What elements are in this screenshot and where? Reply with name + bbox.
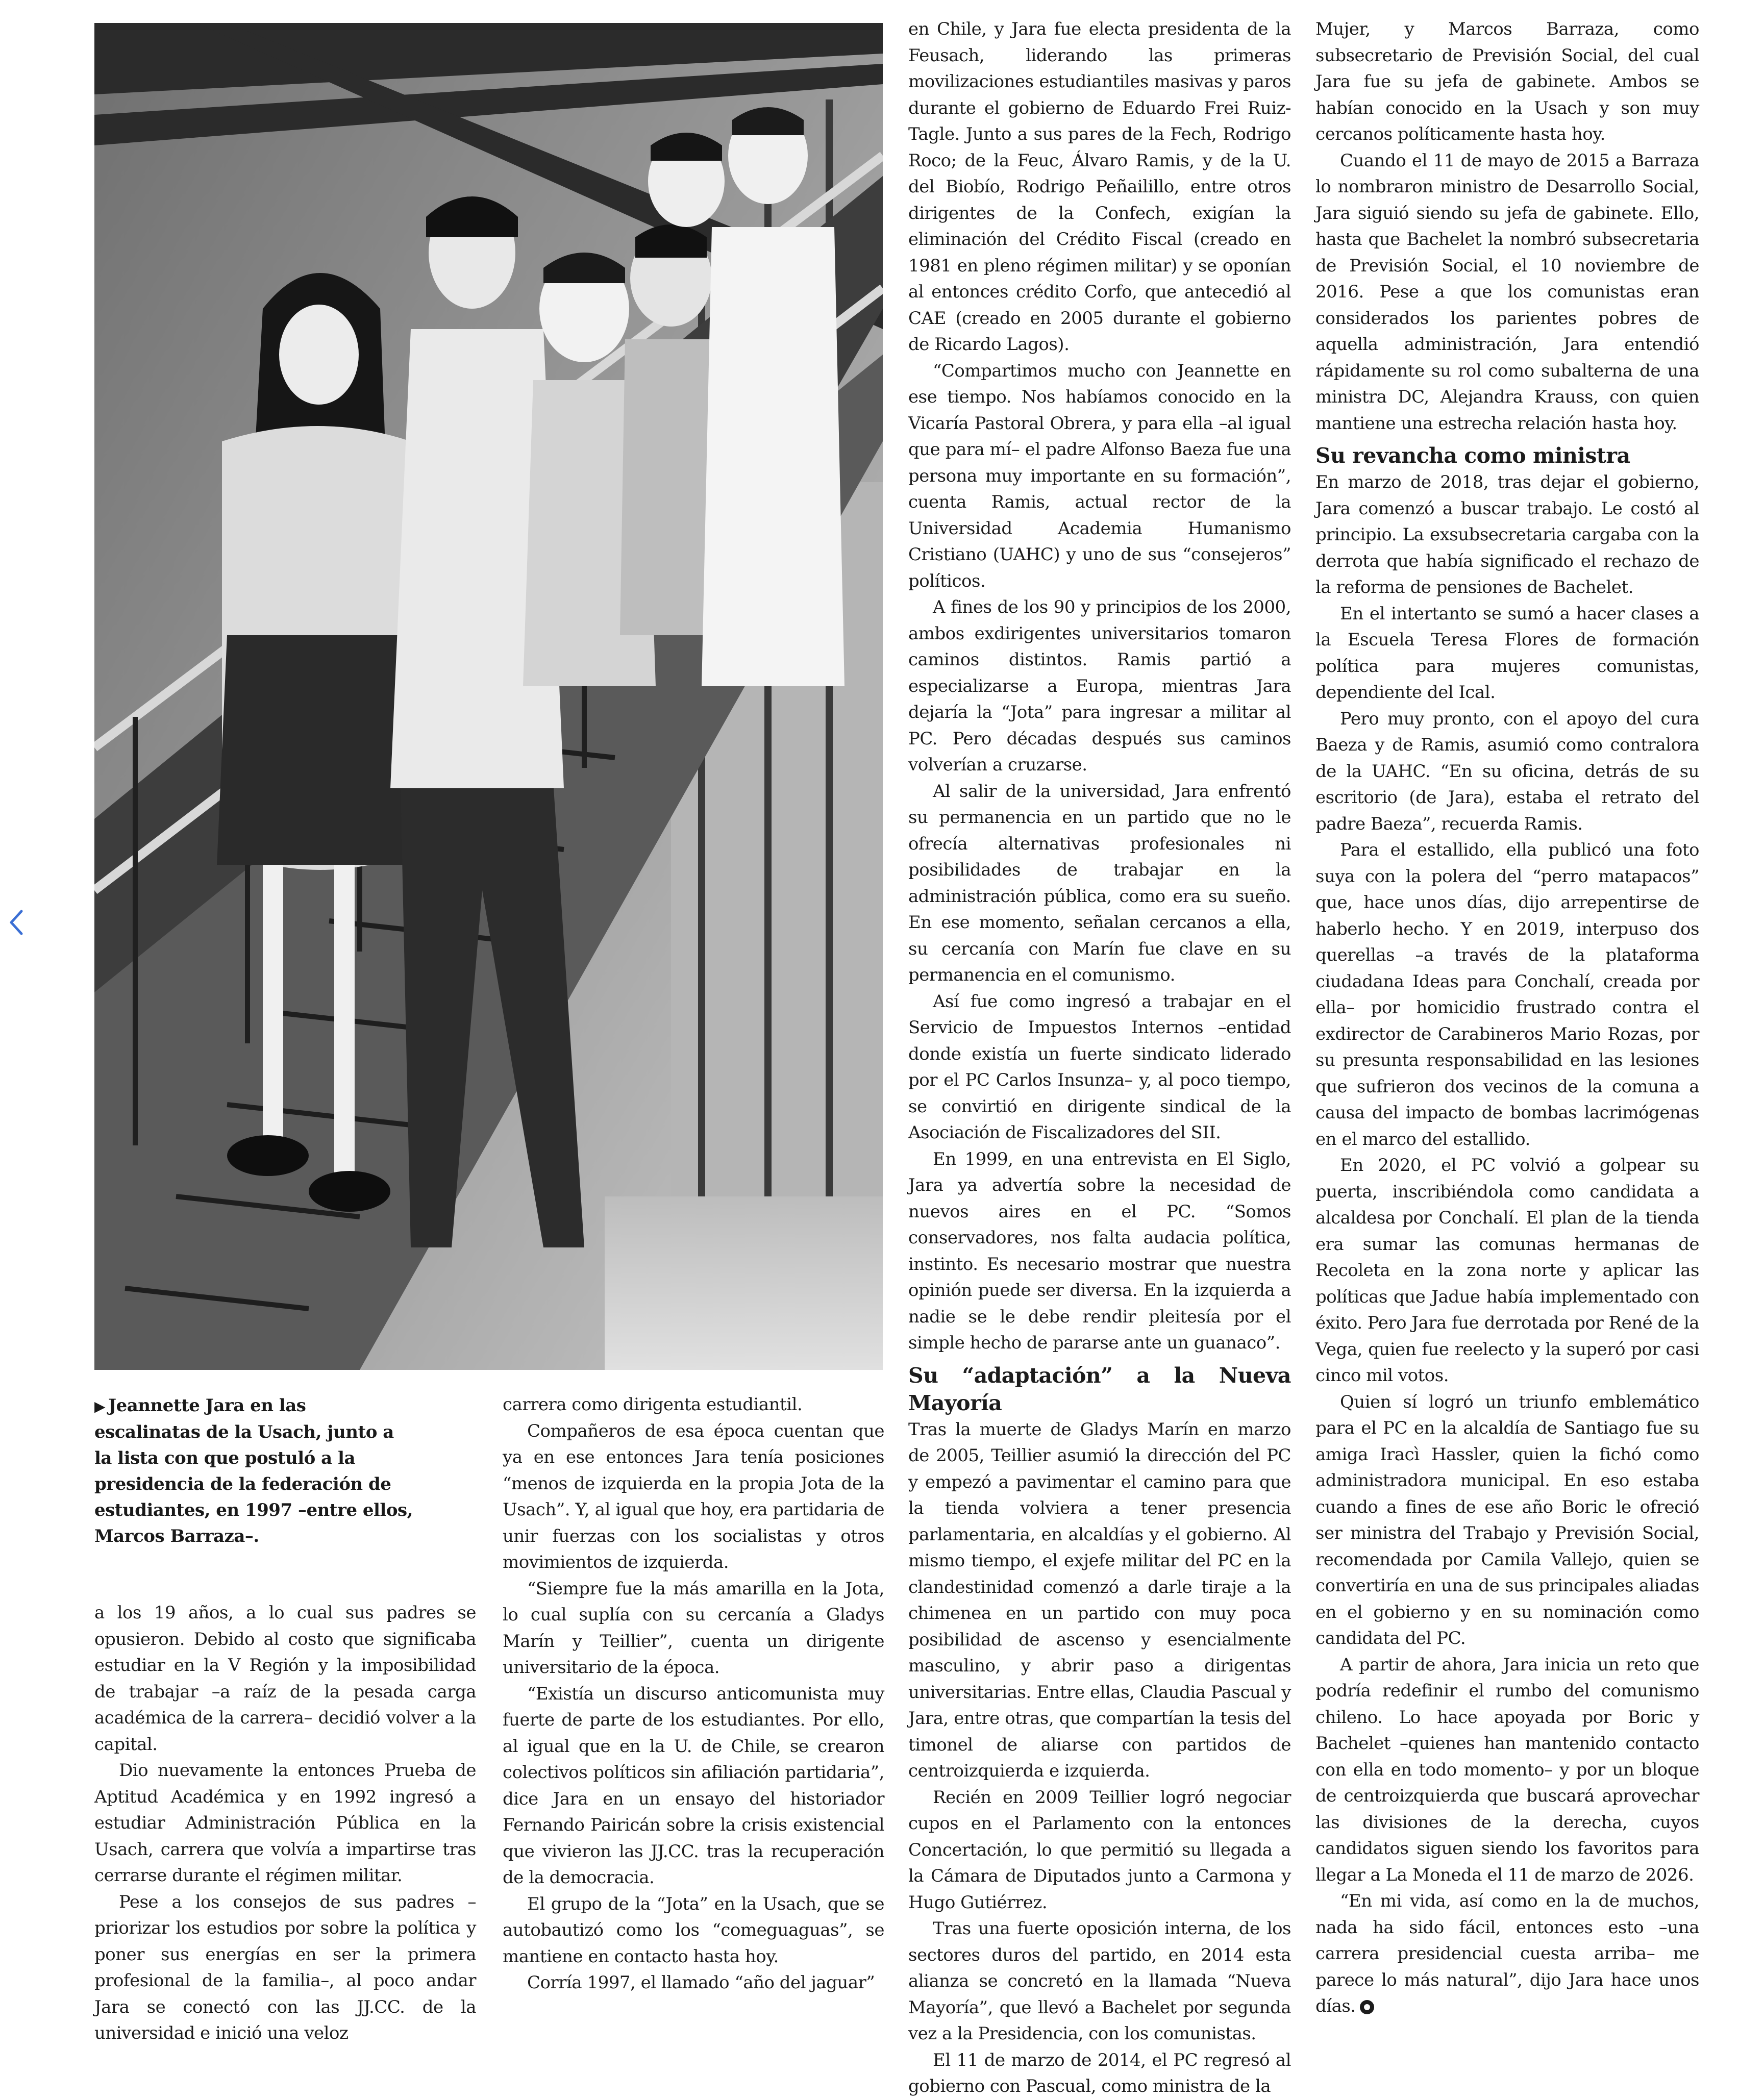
- paragraph: Cuando el 11 de mayo de 2015 a Barraza lo nombraron ministro de Desarrollo Social, Jara siguió siendo su jefa de gabinete. Ello, hasta que Bachelet la nombró subsecretaria de Previsión Social, el 10 noviembre de 2016. Pese a que los comunistas eran considerados los parientes pobres de aquella administración, Jara entendió rápidamente su rol como subalterna de una ministra DC, Alejandra Krauss, con quien mantiene una estrecha relación hasta hoy.: [1315, 150, 1699, 434]
- paragraph: [1315, 1888, 1699, 2020]
- paragraph: En marzo de 2018, tras dejar el gobierno, Jara comenzó a buscar trabajo. Le costó al principio. La exsubsecretaria cargaba con la derrota que había significado el rechazo de la reforma de pensiones de Bachelet.: [1315, 472, 1699, 597]
- paragraph: Tras una fuerte oposición interna, de los sectores duros del partido, en 2014 esta alianza se concretó en la llamada “Nueva Mayoría”, que llevó a Bachelet por segunda vez a la Presidencia, con los comunistas.: [908, 1918, 1291, 2044]
- paragraph: Pero muy pronto, con el apoyo del cura Baeza y de Ramis, asumió como contralora de la UAHC. “En su oficina, detrás de su escritorio (de Jara), estaba el retrato del padre Baeza”, recuerda Ramis.: [1315, 708, 1699, 834]
- paragraph-text: “En mi vida, así como en la de muchos, nada ha sido fácil, entonces esto –una carrera presidencial cuesta arriba– me parece lo más natural”, dijo Jara hace unos días.: [1315, 1891, 1699, 2016]
- paragraph: Pese a los consejos de sus padres –priorizar los estudios por sobre la política y poner sus energías en ser la primera profesional de la familia–, al poco andar Jara se conectó con las JJ.CC. de la universidad e inició una veloz: [94, 1891, 476, 2043]
- paragraph: Compañeros de esa época cuentan que ya en ese entonces Jara tenía posiciones “menos de izquierda en la propia Jota de la Usach”. Y, al igual que hoy, era partidaria de unir fuerzas con los socialistas y otros movimientos de izquierda.: [503, 1420, 884, 1572]
- caption-text: Jeannette Jara en las escalinatas de la Usach, junto a la lista con que postuló a la presidencia de la federación de estudiantes, en 1997 –entre ellos, Marcos Barraza–.: [94, 1395, 413, 1546]
- paragraph: Así fue como ingresó a trabajar en el Servicio de Impuestos Internos –entidad donde existía un fuerte sindicato liderado por el PC Carlos Insunza– y, al poco tiempo, se convirtió en dirigente sindical de la Asociación de Fiscalizadores del SII.: [908, 991, 1291, 1143]
- paragraph: Dio nuevamente la entonces Prueba de Aptitud Académica y en 1992 ingresó a estudiar Administración Pública en la Usach, carrera que volvía a impartirse tras cerrarse durante el régimen militar.: [94, 1760, 476, 1886]
- paragraph: En 2020, el PC volvió a golpear su puerta, inscribiéndola como candidata a alcaldesa por Conchalí. El plan de la tienda era sumar las comunas hermanas de Recoleta en la zona norte y aplicar las políticas que Jadue había implementado con éxito. Pero Jara fue derrotada por René de la Vega, quien fue reelecto y la superó por casi cinco mil votos.: [1315, 1155, 1699, 1386]
- paragraph: El 11 de marzo de 2014, el PC regresó al gobierno con Pascual, como ministra de la: [908, 2049, 1291, 2096]
- paragraph: carrera como dirigenta estudiantil.: [503, 1394, 803, 1415]
- paragraph: Al salir de la universidad, Jara enfrentó su permanencia en un partido que no le ofrecía alternativas profesionales ni posibilidades de trabajar en la administración pública, como era su sueño. En ese momento, señalan cercanos a ella, su cercanía con Marín fue clave en su permanencia en el comunismo.: [908, 781, 1291, 985]
- paragraph: A partir de ahora, Jara inicia un reto que podría redefinir el rumbo del comunismo chileno. Lo hace apoyada por Boric y Bachelet –quienes han mantenido contacto con ella en todo momento– y por un bloque de centroizquierda que buscará aprovechar las divisiones de la derecha, cuyos candidatos siguen siendo los favoritos para llegar a La Moneda el 11 de marzo de 2026.: [1315, 1654, 1699, 1885]
- paragraph: Recién en 2009 Teillier logró negociar cupos en el Parlamento con la entonces Concertación, lo que permitió su llegada a la Cámara de Diputados junto a Carmona y Hugo Gutiérrez.: [908, 1787, 1291, 1913]
- paragraph: “Siempre fue la más amarilla en la Jota, lo cual suplía con su cercanía a Gladys Marín y Teillier”, cuenta un dirigente universitario de la época.: [503, 1578, 884, 1678]
- paragraph: Quien sí logró un triunfo emblemático para el PC en la alcaldía de Santiago fue su amiga Iracì Hassler, quien la fichó como administradora municipal. En eso estaba cuando a fines de ese año Boric le ofreció ser ministra del Trabajo y Previsión Social, recomendada por Camila Vallejo, quien se convertiría en una de sus principales aliadas en el gobierno y en su nominación como candidata del PC.: [1315, 1391, 1699, 1648]
- article-photo: [94, 23, 883, 1370]
- paragraph: En 1999, en una entrevista en El Siglo, Jara ya advertía sobre la necesidad de nuevos aires en el PC. “Somos conservadores, nos falta audacia política, instinto. Es necesario mostrar que nuestra opinión puede ser diversa. En la izquierda a nadie se le debe rendir pleitesía por el simple hecho de pararse ante un guanaco”.: [908, 1148, 1291, 1353]
- article-column-2: [503, 1392, 884, 1996]
- section-heading: Su revancha como ministra: [1315, 443, 1630, 468]
- paragraph: A fines de los 90 y principios de los 2000, ambos exdirigentes universitarios tomaron caminos distintos. Ramis partió a especializarse a Europa, mientras Jara dejaría la “Jota” para ingresar a militar al PC. Pero décadas después sus caminos volverían a cruzarse.: [908, 597, 1291, 775]
- chevron-left-icon[interactable]: [6, 907, 27, 938]
- paragraph: en Chile, y Jara fue electa presidenta de la Feusach, liderando las primeras movilizaciones estudiantiles masivas y paros durante el gobierno de Eduardo Frei Ruiz-Tagle. Junto a sus pares de la Fech, Rodrigo Roco; de la Feuc, Álvaro Ramis, y de la U. del Biobío, Rodrigo Peñailillo, entre otros dirigentes de la Confech, exigían la eliminación del Crédito Fiscal (creado en 1981 en pleno régimen militar) y se oponían al entonces crédito Corfo, que antecedió al CAE (creado en 2005 durante el gobierno de Ricardo Lagos).: [908, 19, 1291, 355]
- caption-marker-icon: ▶: [94, 1398, 106, 1415]
- paragraph: “Compartimos mucho con Jeannette en ese tiempo. Nos habíamos conocido en la Vicaría Pastoral Obrera, y para ella –al igual que para mí– el padre Alfonso Baeza fue una persona muy importante en su formación”, cuenta Ramis, actual rector de la Universidad Academia Humanismo Cristiano (UAHC) y uno de sus “consejeros” políticos.: [908, 360, 1291, 591]
- paragraph: a los 19 años, a lo cual sus padres se opusieron. Debido al costo que significaba estudiar en la V Región y la imposibilidad de trabajar –a raíz de la pesada carga académica de la carrera– decidió volver a la capital.: [94, 1603, 476, 1755]
- paragraph: En el intertanto se sumó a hacer clases a la Escuela Teresa Flores de formación política para mujeres comunistas, dependiente del Ical.: [1315, 603, 1699, 703]
- article-column-4: [1315, 16, 1699, 2020]
- section-heading: Su “adaptación” a la Nueva Mayoría: [908, 1363, 1291, 1415]
- paragraph: Mujer, y Marcos Barraza, como subsecretario de Previsión Social, del cual Jara fue su jefa de gabinete. Ambos se habían conocido en la Usach y son muy cercanos políticamente hasta hoy.: [1315, 19, 1699, 144]
- end-of-article-icon: [1360, 2000, 1374, 2014]
- paragraph: El grupo de la “Jota” en la Usach, que se autobautizó como los “comeguaguas”, se mantiene en contacto hasta hoy.: [503, 1893, 884, 1967]
- paragraph: Tras la muerte de Gladys Marín en marzo de 2005, Teillier asumió la dirección del PC y empezó a pavimentar el camino para que la tienda volviera a tener presencia parlamentaria, en alcaldías y el gobierno. Al mismo tiempo, el exjefe militar del PC en la clandestinidad comenzó a darle tiraje a la chimenea en un partido con muy poca posibilidad de ascenso y esencialmente masculino, y abrir paso a dirigentas universitarias. Entre ellas, Claudia Pascual y Jara, entre otras, que compartían la tesis del timonel de aliarse con partidos de centroizquierda e izquierda.: [908, 1419, 1291, 1781]
- paragraph: Corría 1997, el llamado “año del jaguar”: [527, 1972, 875, 1993]
- article-column-1: [94, 1600, 476, 2047]
- article-column-3: [908, 16, 1291, 2100]
- photo-image: [94, 23, 883, 1370]
- paragraph: “Existía un discurso anticomunista muy fuerte de parte de los estudiantes. Por ello, al igual que en la U. de Chile, se crearon colectivos políticos sin afiliación partidaria”, dice Jara en un ensayo del historiador Fernando Pairicán sobre la crisis existencial que vivieron las JJ.CC. tras la recuperación de la democracia.: [503, 1683, 884, 1888]
- paragraph: Para el estallido, ella publicó una foto suya con la polera del “perro matapacos” que, hace unos días, dijo arrepentirse de haberlo hecho. Y en 2019, interpuso dos querellas –a través de la plataforma ciudadana Ideas para Conchalí, creada por ella– por homicidio frustrado contra el exdirector de Carabineros Mario Rozas, por su presunta responsabilidad en las lesiones que sufrieron dos vecinos de la comuna a causa del impacto de bombas lacrimógenas en el marco del estallido.: [1315, 840, 1699, 1149]
- photo-caption: [94, 1393, 416, 1549]
